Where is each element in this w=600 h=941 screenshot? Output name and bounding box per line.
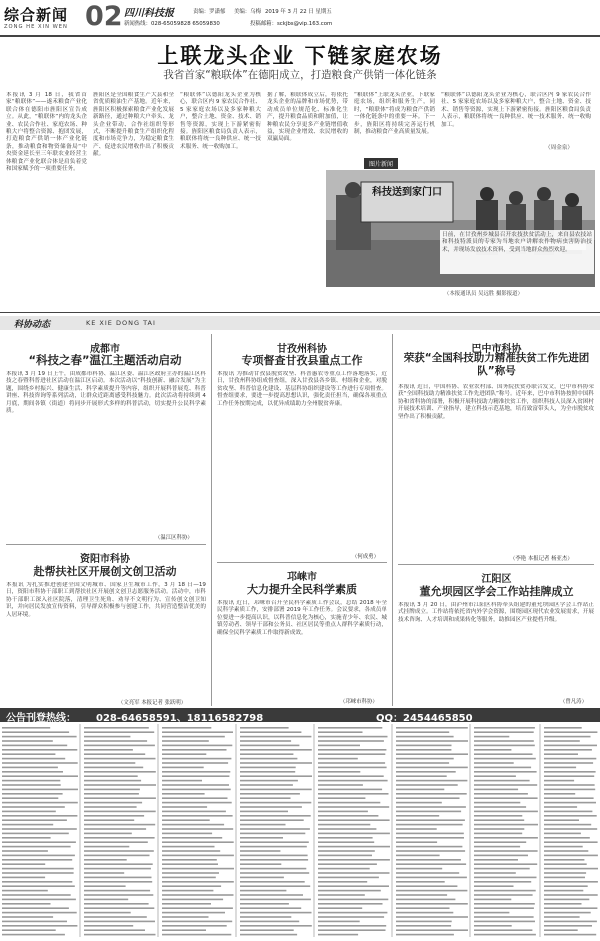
divider-2	[217, 562, 387, 563]
photo-news-badge: 图片新闻	[364, 158, 398, 169]
ganzi-text: 本报讯 为推动甘孜县脱贫攻坚、科普惠农等重点工作落地落实，近日，甘孜州科协组成督查组，深入甘孜县各乡镇、村组和企业，对脱贫攻坚、科普信息化建设、基层科协组织建设等工作进行专项督查。督查组要求，要进一步提高思想认识，强化责任担当，确保各项重点工作任务按期完成，以优异成绩助力全州脱贫奔康。	[217, 371, 387, 407]
photo-news-title: 科技送到家门口	[372, 187, 442, 198]
ads-label: 公告刊登热线：	[6, 713, 76, 724]
lead-col-3: “粮联体”以德阳龙头企业为核心，联合区内 9 家农民合作社、5 家家庭农场以及多家种粮大户，整合土地、资金、技术、销售等资源，实现上下游紧密衔接。旌阳区粮食局负责人表示，粮联体将统一良种供应、统一技术服务、统一收购加工。	[180, 92, 261, 150]
qionglai-headline: 大力提升全民科学素质	[247, 583, 357, 596]
chengdu-text: 本报讯 3 月 19 日上午，由成都市科协、温江区委、温江区政府主办的温江区科技之春暨科普进社区活动在温江区启动。本次活动以“科技创新、融合发展”为主题，围绕乡村振兴、健康生活、科学素质提升等内容，组织开展科普展览、科普讲座、科技咨询等系列活动，让群众近距离感受科技魅力。此次活动将持续到 4 月底，期间各镇（街道）将同步开展形式多样的科普活动，切实提升公民科学素质。	[6, 371, 206, 415]
jiangyang-region: 江阳区	[481, 574, 512, 585]
masthead-rule	[0, 35, 600, 37]
masthead	[0, 0, 600, 36]
submission-email: 投稿邮箱：sckjbs@vip.163.com	[250, 21, 333, 27]
section-title-en: ZONG HE XIN WEN	[4, 24, 68, 30]
section-title: 综合新闻	[4, 6, 69, 24]
jiangyang-headline: 董允坝园区学会工作站挂牌成立	[419, 585, 574, 598]
jiangyang-credit: （曾凡涛）	[560, 699, 587, 705]
qionglai-region: 邛崃市	[287, 572, 317, 583]
photo-news-credit: （本报通讯员 吴远胜 摄影报道）	[444, 291, 523, 297]
lead-bottom-rule	[0, 312, 600, 313]
ziyang-region: 资阳市科协	[80, 554, 130, 565]
col-divider-b	[392, 334, 393, 706]
classified-ads-grid	[0, 724, 600, 937]
ads-qq: QQ：2454465850	[376, 713, 473, 724]
art-editor: 美编：乌梅	[234, 9, 261, 15]
classified-ads-texture	[0, 724, 600, 937]
lead-col-5: “粮联体”上联龙头企业，下联家庭农场，组织和服务生产，同时，“粮联体”将成为粮食产供销一体化链条中的重要一环。下一步，旌阳区将持续完善运行机制，推动粮食产业高质量发展。	[354, 92, 435, 136]
divider-3	[398, 564, 594, 565]
qionglai-text: 本报讯 近日，邛崃市召开全民科学素质工作会议，总结 2018 年全民科学素质工作，安排部署 2019 年工作任务。会议要求，各成员单位要进一步提高认识，以科普信息化为核心，实施青少年、农民、城镇劳动者、领导干部和公务员、社区居民等重点人群科学素质行动，确保全民科学素质工作取得新成效。	[217, 600, 387, 636]
ads-bar	[0, 708, 600, 722]
issue-date: 2019 年 3 月 22 日 星期五	[265, 9, 332, 15]
lead-col-6: “粮联体”以德阳龙头企业为核心，联合区内 9 家农民合作社、5 家家庭农场以及多家种粮大户，整合土地、资金、技术、销售等资源，实现上下游紧密衔接。旌阳区粮食局负责人表示，粮联体将统一良种供应、统一技术服务、统一收购加工。	[441, 92, 591, 128]
lead-col-4: 据了解，粮联体成立后，将依托龙头企业的品牌和市场优势，带动成员单位规范化、标准化生产，提升粮食品质和附加值，让种粮农民分享更多产业链增值收益，实现企业增效、农民增收的双赢局面。	[267, 92, 348, 143]
ganzi-credit: （何成勇）	[352, 554, 379, 560]
lead-col-1: 本报讯 3 月 18 日，我省首家“粮联体”——遂禾粮食产业化联合体在德阳市旌阳区宣告成立。从此，“粮联体”内的龙头企业、农民合作社、家庭农场、种粮大户将整合资源、抱团发展，打造粮食产供销一体产业化链条，推动粮食和物资储备局“中央资金延长至三年联农业经营主体粮食产业化联合体是肩负着党和国家赋予的一项重要任务。	[6, 92, 87, 173]
bazhong-credit: （李艳 本报记者 杨亚杰）	[510, 556, 573, 562]
bazhong-text: 本报讯 近日，中国科协、农业农村部、国务院扶贫办联合发文，巴中市科协荣获“全国科技助力精准扶贫工作先进团队”称号。近年来，巴中市科协按照中国科协和省科协的部署，积极开展科技助力精准扶贫工作，组织科技人员深入贫困村开展技术培训、产业指导，建立科技示范基地，培育致富带头人，为全市脱贫攻坚作出了积极贡献。	[398, 384, 594, 420]
paper-name: 四川科技报	[124, 8, 174, 19]
lead-byline: （周金泉）	[545, 145, 573, 151]
ganzi-region: 甘孜州科协	[277, 344, 327, 355]
page-number: 02	[85, 1, 123, 32]
news-hotline: 新闻热线：028-65059828 65059830	[124, 21, 220, 27]
lead-subhead: 我省首家“粮联体”在德阳成立，打造粮食产供销一体化链条	[163, 69, 437, 81]
divider-1	[6, 544, 206, 545]
editor: 责编：罗潇郁	[193, 9, 226, 15]
lead-headline: 上联龙头企业 下链家庭农场	[157, 44, 443, 68]
ziyang-text: 本报讯 为扎实推进创建全国文明城市、国家卫生城市工作，3 月 18 日—19 日，资阳市科协干部职工到帮扶社区开展创文创卫志愿服务活动。活动中，市科协干部职工深入社区院落，清理卫生死角、劝导不文明行为、宣传创文创卫知识，并向居民发放宣传资料，引导群众积极参与创建工作，共同营造整洁优美的人居环境。	[6, 582, 206, 618]
ganzi-headline: 专项督查甘孜县重点工作	[241, 354, 363, 367]
section-bar-pinyin: KE XIE DONG TAI	[86, 319, 156, 327]
section-bar	[0, 316, 600, 330]
ziyang-credit: （文亮军 本报记者 张跃明）	[118, 700, 187, 706]
section-bar-title: 科协动态	[14, 320, 51, 330]
ziyang-headline: 赴帮扶社区开展创文创卫活动	[33, 565, 177, 578]
ads-phones: 028-64658591、18116582798	[96, 713, 264, 724]
col-divider-a	[211, 334, 212, 706]
chengdu-credit: （温江区科协）	[155, 535, 193, 541]
bazhong-region: 巴中市科协	[471, 344, 522, 355]
chengdu-region: 成都市	[90, 344, 120, 355]
chengdu-headline: “科技之春”温江主题活动启动	[28, 353, 182, 367]
photo-news-caption: 日前，在甘孜州乡城县召开农技扶贫活动上，来自县农技站和科技特派员的专家为当地农户讲解农作物病虫害防治技术，并现场发放技术资料，受到当地群众热烈欢迎。	[440, 230, 594, 274]
jiangyang-text: 本报讯 3 月 20 日，由泸州市江阳区科协牵头组建的董允坝园区学会工作站正式挂牌成立。工作站将依托省内外学会资源，围绕园区现代农业发展需求，开展技术咨询、人才培训和成果转化等服务，助推园区产业提档升级。	[398, 602, 594, 623]
qionglai-credit: （邛崃市科协）	[340, 699, 378, 705]
lead-col-2: 旌阳区是全国粮食生产大县和全省优质粮油生产基地。近年来，旌阳区积极探索粮食产业化发展新路径，通过种粮大户牵头、龙头企业带动、合作社组织等形式，不断提升粮食生产组织化程度和市场竞争力，为稳定粮食生产、促进农民增收作出了积极贡献。	[93, 92, 174, 158]
bazhong-headline: 荣获“全国科技助力精准扶贫工作先进团队”称号	[403, 352, 590, 377]
